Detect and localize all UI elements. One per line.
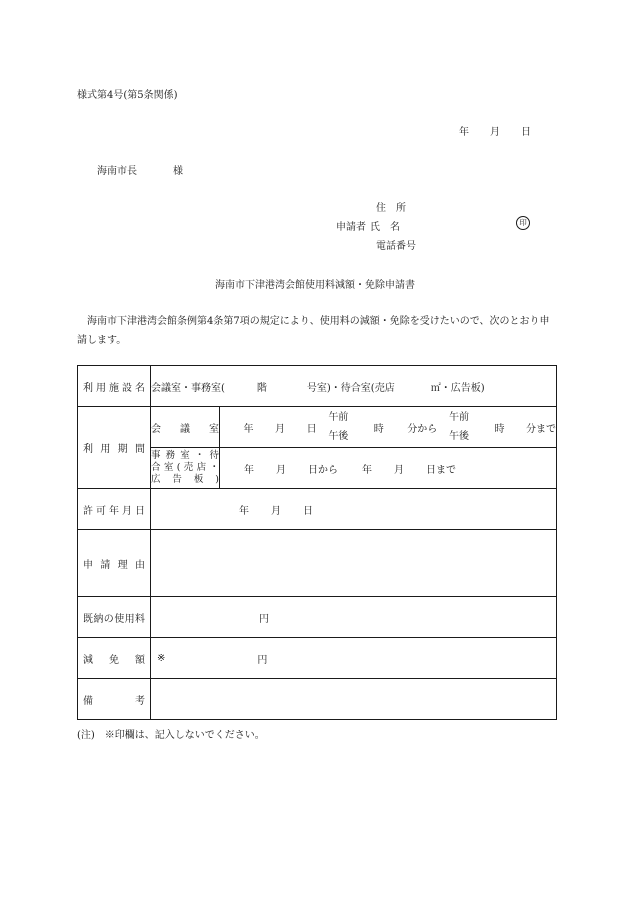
seal-mark: 印 <box>516 216 530 230</box>
date-month: 月 <box>490 127 500 138</box>
permit-label: 許可年月日 <box>83 505 145 517</box>
office-period <box>220 461 556 476</box>
facility-value-cell <box>151 366 557 407</box>
applicant-name-row <box>336 218 400 233</box>
of-month: 月 <box>276 464 286 476</box>
mr-hour-end: 時 <box>494 423 505 435</box>
row-paid-fee <box>78 597 557 638</box>
of-month-2: 月 <box>394 464 404 476</box>
meeting-room-period <box>220 408 556 446</box>
reason-value-cell <box>151 530 557 597</box>
row-remarks <box>78 679 557 720</box>
permit-date <box>151 502 556 517</box>
row-period-meeting <box>78 407 557 448</box>
mr-hour-start: 時 <box>373 423 384 435</box>
applicant-address-row <box>376 199 406 214</box>
paid-fee-unit: 円 <box>259 613 269 625</box>
applicant-phone-row <box>376 237 416 252</box>
meeting-room-label-cell <box>151 407 220 448</box>
paid-fee-label: 既納の使用料 <box>83 613 145 625</box>
permit-year: 年 <box>239 505 249 517</box>
reduction-value-cell <box>151 638 557 679</box>
row-reason <box>78 530 557 597</box>
addressee-name: 海南市長 <box>97 166 137 177</box>
facility-floor: 階 <box>256 382 267 394</box>
facility-area: ㎡・広告板) <box>430 382 485 394</box>
mr-to: 分まで <box>526 423 556 435</box>
facility-label: 利用施設名 <box>83 382 145 394</box>
remarks-label-cell <box>78 679 151 720</box>
mr-from: 分から <box>407 423 438 435</box>
mr-month: 月 <box>275 423 286 435</box>
period-label: 利用期間 <box>83 444 145 455</box>
reason-label-cell <box>78 530 151 597</box>
reason-label: 申請理由 <box>83 559 145 571</box>
office-period-cell <box>220 448 557 489</box>
applicant-label: 申請者 <box>336 222 366 233</box>
reduction-label: 減免額 <box>83 654 145 666</box>
remarks-value-cell <box>151 679 557 720</box>
facility-room-no: 号室)・待合室(売店 <box>306 382 395 394</box>
name-label: 氏 名 <box>370 222 400 233</box>
permit-month: 月 <box>271 505 281 517</box>
mr-am-start: 午前 <box>328 412 349 423</box>
meeting-room-period-cell <box>220 407 557 448</box>
remarks-label: 備考 <box>83 695 145 707</box>
permit-value-cell <box>151 489 557 530</box>
mr-am-end: 午前 <box>449 412 470 423</box>
date-year: 年 <box>459 127 469 138</box>
mr-ampm-end <box>449 408 469 446</box>
row-permit-date <box>78 489 557 530</box>
mr-day: 日 <box>306 423 317 435</box>
footnote: (注) ※印欄は、記入しないでください。 <box>77 730 265 741</box>
reduction-mark: ※ <box>157 652 166 664</box>
reduction-unit: 円 <box>257 654 268 666</box>
application-table <box>77 365 557 720</box>
of-year-2: 年 <box>362 464 372 476</box>
office-label-cell <box>151 448 220 489</box>
facility-rooms: 会議室・事務室( <box>151 382 225 394</box>
paid-fee-label-cell <box>78 597 151 638</box>
period-label-cell <box>78 407 151 489</box>
row-reduction <box>78 638 557 679</box>
application-date <box>459 123 531 138</box>
mr-pm-end: 午後 <box>449 431 470 442</box>
mr-pm-start: 午後 <box>328 431 349 442</box>
office-label-3: 広告板) <box>151 474 219 485</box>
addressee-suffix: 様 <box>173 166 183 177</box>
facility-label-cell <box>78 366 151 407</box>
form-number: 様式第4号(第5条関係) <box>77 90 178 101</box>
document-title: 海南市下津港湾会館使用料減額・免除申請書 <box>215 280 415 291</box>
request-statement: 海南市下津港湾会館条例第4条第7項の規定により、使用料の減額・免除を受けたいので、次のとおり申請します。 <box>77 316 550 346</box>
mr-ampm-start <box>328 408 348 446</box>
of-from: 日から <box>308 464 338 476</box>
of-to: 日まで <box>426 464 456 476</box>
of-year: 年 <box>244 464 254 476</box>
paid-fee-value-cell <box>151 597 557 638</box>
office-label-2: 合室(売店・ <box>151 462 219 473</box>
mr-year: 年 <box>243 423 254 435</box>
addressee <box>97 162 183 177</box>
address-label: 住 所 <box>376 203 406 214</box>
phone-label: 電話番号 <box>376 241 416 252</box>
row-facility <box>78 366 557 407</box>
permit-day: 日 <box>303 505 313 517</box>
meeting-room-label: 会議室 <box>151 423 219 435</box>
date-day: 日 <box>521 127 531 138</box>
reduction-label-cell <box>78 638 151 679</box>
office-label-1: 事務室・待 <box>151 450 219 461</box>
permit-label-cell <box>78 489 151 530</box>
